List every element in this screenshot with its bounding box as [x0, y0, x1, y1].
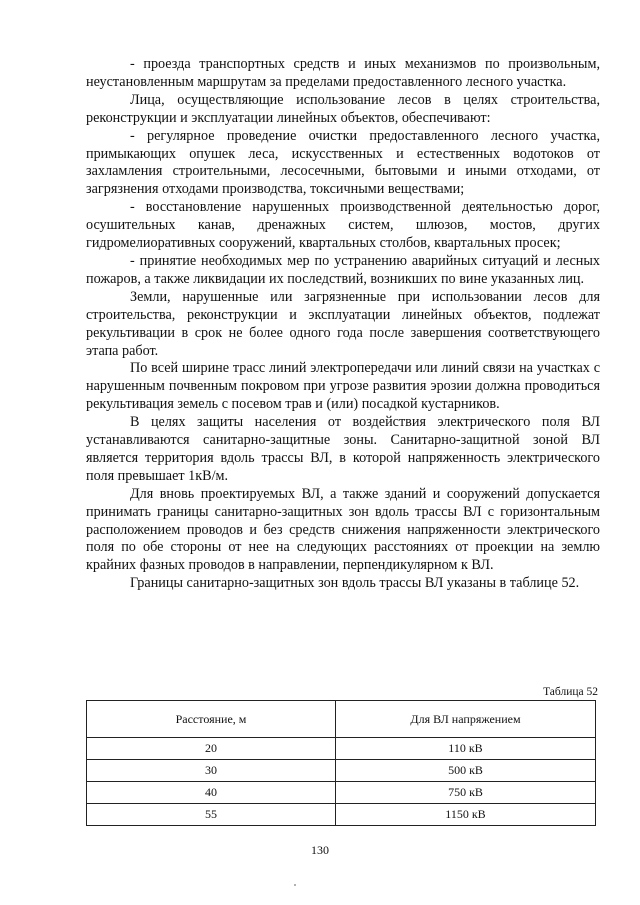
paragraph: - восстановление нарушенных производственной деятельностью дорог, осушительных канав, дренажных систем, шлюзов, мостов, других гидромелиоративных сооружений, квартальных столбов, квартальных просек; — [86, 199, 600, 252]
table-row — [87, 760, 596, 782]
cell-distance: 40 — [87, 782, 336, 804]
paragraph: В целях защиты населения от воздействия электрического поля ВЛ устанавливаются санитарно-защитные зоны. Санитарно-защитной зоной ВЛ является территория вдоль трассы ВЛ, в которой напряженность электрического поля превышает 1кВ/м. — [86, 414, 600, 484]
cell-distance: 20 — [87, 738, 336, 760]
paragraph: - проезда транспортных средств и иных механизмов по произвольным, неустановленным маршрутам за пределами предоставленного лесного участка. — [86, 56, 600, 90]
table-row — [87, 804, 596, 826]
paragraph: Лица, осуществляющие использование лесов в целях строительства, реконструкции и эксплуатации линейных объектов, обеспечивают: — [86, 91, 600, 126]
paragraph: - принятие необходимых мер по устранению аварийных ситуаций и лесных пожаров, а также ликвидации их последствий, возникших по вине указанных лиц. — [86, 252, 600, 287]
paragraph: - регулярное проведение очистки предоставленного лесного участка, примыкающих опушек леса, искусственных и естественных водотоков от захламления строительными, лесосечными, бытовыми и иными отходами, от загрязнения отходами производства, токсичными веществами; — [86, 127, 600, 198]
paragraph: Земли, нарушенные или загрязненные при использовании лесов для строительства, реконструкции и эксплуатации линейных объектов, подлежат рекультивации в срок не более одного года после завершения соответствующего этапа работ. — [86, 288, 600, 359]
cell-voltage: 750 кВ — [336, 782, 596, 804]
cell-voltage: 110 кВ — [336, 738, 596, 760]
paragraph: По всей ширине трасс линий электропередачи или линий связи на участках с нарушенным почвенным покровом при угрозе развития эрозии должна проводиться рекультивация земель с посевом трав и (или) посадкой кустарников. — [86, 360, 600, 413]
table-row — [87, 782, 596, 804]
table-caption: Таблица 52 — [543, 686, 598, 698]
cell-voltage: 1150 кВ — [336, 804, 596, 826]
cell-distance: 30 — [87, 760, 336, 782]
paragraph: Границы санитарно-защитных зон вдоль трассы ВЛ указаны в таблице 52. — [130, 575, 580, 592]
page-number: 130 — [311, 843, 329, 857]
paragraph: Для вновь проектируемых ВЛ, а также зданий и сооружений допускается принимать границы санитарно-защитных зон вдоль трассы ВЛ с горизонтальным расположением проводов и без средств снижения напряженности электрического поля по обе стороны от нее на следующих расстояниях от проекции на землю крайних фазных проводов в направлении, перпендикулярном к ВЛ. — [86, 485, 600, 574]
body-text — [86, 56, 600, 593]
table-row — [87, 738, 596, 760]
column-header-voltage: Для ВЛ напряжением — [336, 701, 596, 738]
table-header-row — [87, 701, 596, 738]
column-header-distance: Расстояние, м — [87, 701, 336, 738]
distance-table — [86, 700, 596, 826]
cell-voltage: 500 кВ — [336, 760, 596, 782]
cell-distance: 55 — [87, 804, 336, 826]
scan-speck — [294, 884, 296, 886]
